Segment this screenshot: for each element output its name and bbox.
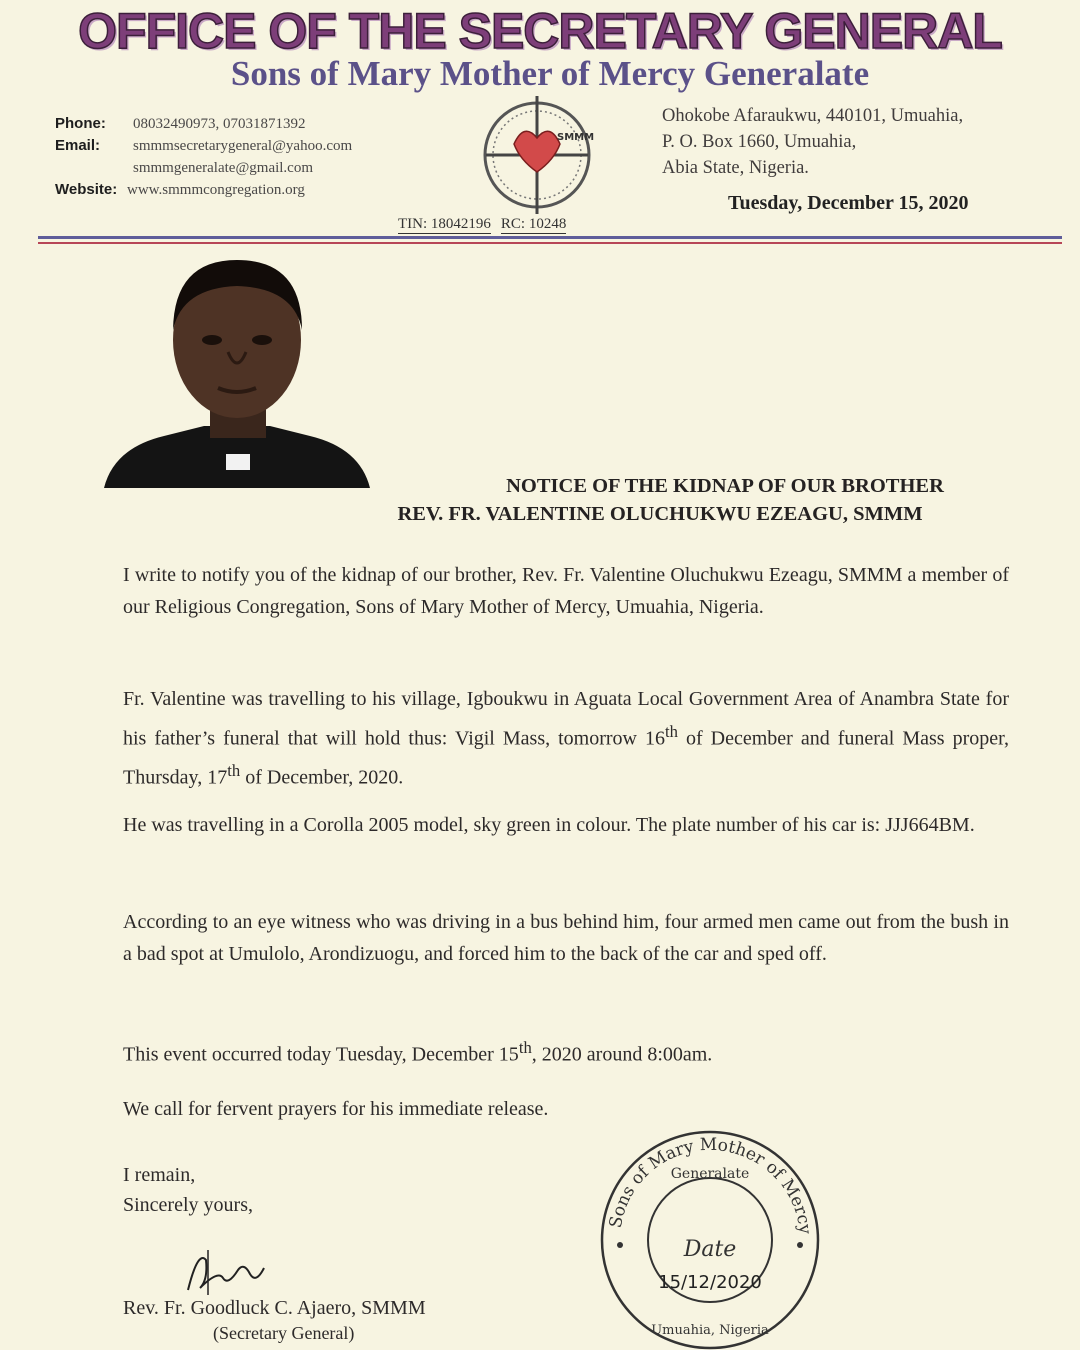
tin-number: TIN: 18042196 (398, 216, 491, 232)
phone-value: 08032490973, 07031871392 (133, 116, 306, 132)
email-label: Email: (55, 137, 101, 154)
stamp-date-label: Date (683, 1237, 737, 1262)
address-line-3: Abia State, Nigeria. (662, 158, 809, 178)
paragraph-5-part-a: This event occurred today Tuesday, December 15 (123, 1043, 519, 1066)
logo-text: SMMM (557, 132, 595, 143)
paragraph-2-sup-1: th (665, 721, 678, 741)
rc-number: RC: 10248 (500, 216, 567, 232)
closing-block (123, 1160, 253, 1220)
notice-line-2: REV. FR. VALENTINE OLUCHUKWU EZEAGU, SMMM (397, 503, 923, 525)
paragraph-5-part-b: , 2020 around 8:00am. (531, 1043, 713, 1066)
registration-numbers (398, 216, 566, 234)
paragraph-4: According to an eye witness who was driving in a bus behind him, four armed men came out from the bush in a bad spot at Umulolo, Arondizuogu, and forced him to the back of the car and sped off. (123, 911, 1009, 965)
paragraph-2-part-a: Fr. Valentine was travelling to his village, Igboukwu in Aguata Local Government Area of Anambra State for his father’s funeral that will hold thus: Vigil Mass, tomorrow 16 (123, 688, 1009, 750)
signer-name: Rev. Fr. Goodluck C. Ajaero, SMMM (123, 1297, 426, 1319)
notice-line-1: NOTICE OF THE KIDNAP OF OUR BROTHER (506, 475, 944, 497)
address-line-1: Ohokobe Afaraukwu, 440101, Umuahia, (662, 106, 964, 126)
phone-label: Phone: (55, 115, 106, 132)
email-value-2: smmmgeneralate@gmail.com (133, 160, 314, 176)
paragraph-2-part-b: of December and funeral Mass proper, Thursday, 17 (123, 727, 1009, 789)
cross-heart-emblem-icon (474, 92, 600, 218)
stamp-ring-text: Sons of Mary Mother of Mercy (605, 1134, 815, 1236)
closing-line-2: Sincerely yours, (123, 1194, 253, 1216)
email-value-1: smmmsecretarygeneral@yahoo.com (133, 138, 353, 154)
paragraph-5 (123, 1032, 1009, 1071)
letter-date: Tuesday, December 15, 2020 (728, 192, 969, 214)
official-stamp (590, 1120, 830, 1350)
paragraph-2 (123, 684, 1009, 794)
notice-heading (250, 472, 1070, 528)
website-label: Website: (55, 181, 118, 198)
stamp-inner-top: Generalate (670, 1166, 750, 1182)
website-value: www.smmmcongregation.org (127, 182, 305, 198)
stamp-date-value: 15/12/2020 (658, 1272, 762, 1293)
header-rule-blue (38, 236, 1062, 239)
closing-line-1: I remain, (123, 1164, 196, 1186)
stamp-bottom-text: Umuahia, Nigeria (651, 1323, 769, 1338)
organization-name: Sons of Mary Mother of Mercy Generalate (230, 54, 870, 93)
priest-portrait-photo (104, 248, 370, 488)
paragraph-2-sup-2: th (227, 760, 241, 780)
address-line-2: P. O. Box 1660, Umuahia, (662, 132, 857, 152)
header-rule-red (38, 242, 1062, 244)
paragraph-2-part-c: of December, 2020. (240, 766, 404, 789)
paragraph-3: He was travelling in a Corolla 2005 model, sky green in colour. The plate number of his car is: JJJ664BM. (123, 814, 975, 836)
signer-title: (Secretary General) (213, 1323, 355, 1343)
paragraph-6: We call for fervent prayers for his immediate release. (123, 1098, 549, 1120)
handwritten-signature (178, 1240, 268, 1300)
office-title: OFFICE OF THE SECRETARY GENERAL (78, 3, 1002, 59)
paragraph-5-sup: th (518, 1038, 532, 1057)
paragraph-1: I write to notify you of the kidnap of our brother, Rev. Fr. Valentine Oluchukwu Ezeagu, SMMM a member of our Religious Congregation, Sons of Mary Mother of Mercy, Umuahia, Nigeria. (123, 564, 1009, 618)
contact-block (55, 113, 475, 201)
address-block (662, 103, 1072, 181)
